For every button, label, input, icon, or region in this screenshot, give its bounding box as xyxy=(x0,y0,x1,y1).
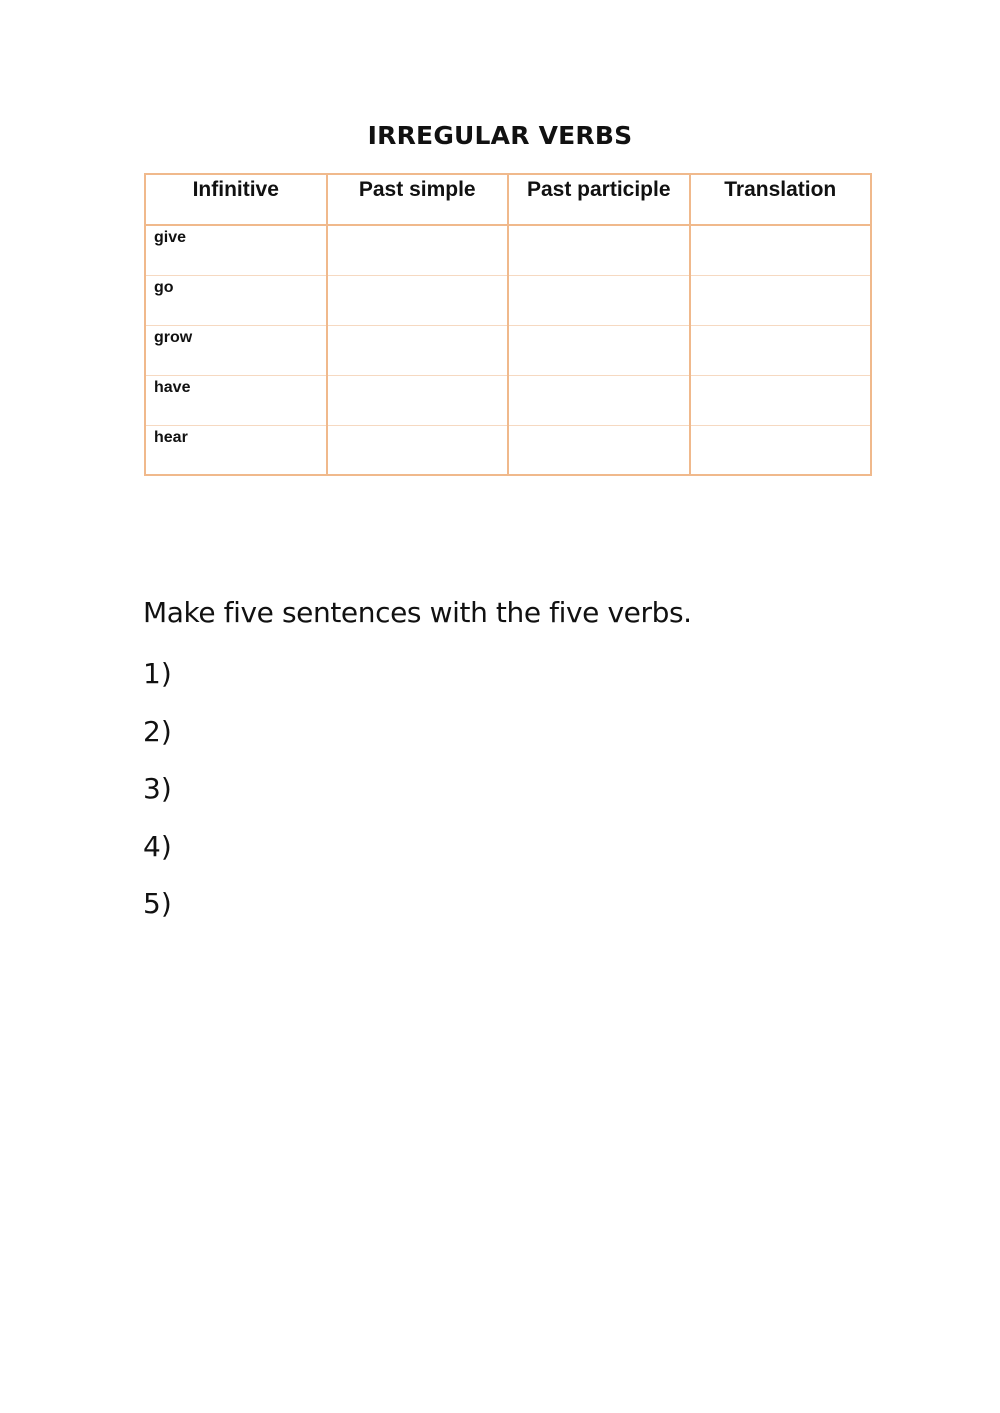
translation-cell[interactable] xyxy=(690,325,872,375)
past-participle-cell[interactable] xyxy=(508,375,690,425)
infinitive-cell: have xyxy=(145,375,327,425)
infinitive-cell: grow xyxy=(145,325,327,375)
sentence-item-number: 3) xyxy=(143,772,172,805)
page-title: IRREGULAR VERBS xyxy=(367,121,633,150)
past-simple-cell[interactable] xyxy=(327,275,509,325)
table-row xyxy=(145,375,871,425)
past-simple-cell[interactable] xyxy=(327,375,509,425)
past-participle-cell[interactable] xyxy=(508,425,690,475)
past-simple-cell[interactable] xyxy=(327,325,509,375)
column-header-past-participle: Past participle xyxy=(508,174,690,225)
translation-cell[interactable] xyxy=(690,425,872,475)
translation-cell[interactable] xyxy=(690,275,872,325)
table-row xyxy=(145,325,871,375)
exercise-instruction: Make five sentences with the five verbs. xyxy=(143,596,692,629)
past-simple-cell[interactable] xyxy=(327,425,509,475)
infinitive-cell: hear xyxy=(145,425,327,475)
sentence-item-number: 5) xyxy=(143,887,172,920)
column-header-past-simple: Past simple xyxy=(327,174,509,225)
sentence-item-number: 1) xyxy=(143,657,172,690)
column-header-infinitive: Infinitive xyxy=(145,174,327,225)
past-simple-cell[interactable] xyxy=(327,225,509,275)
translation-cell[interactable] xyxy=(690,225,872,275)
sentence-list xyxy=(143,654,172,942)
past-participle-cell[interactable] xyxy=(508,275,690,325)
table-row xyxy=(145,225,871,275)
column-header-translation: Translation xyxy=(690,174,872,225)
sentence-item-number: 4) xyxy=(143,829,172,863)
table-row xyxy=(145,275,871,325)
infinitive-cell: go xyxy=(145,275,327,325)
table-header-row xyxy=(145,174,871,225)
sentence-item-number: 2) xyxy=(143,714,172,748)
past-participle-cell[interactable] xyxy=(508,225,690,275)
translation-cell[interactable] xyxy=(690,375,872,425)
irregular-verbs-table xyxy=(144,173,872,476)
past-participle-cell[interactable] xyxy=(508,325,690,375)
infinitive-cell: give xyxy=(145,225,327,275)
table-row xyxy=(145,425,871,475)
